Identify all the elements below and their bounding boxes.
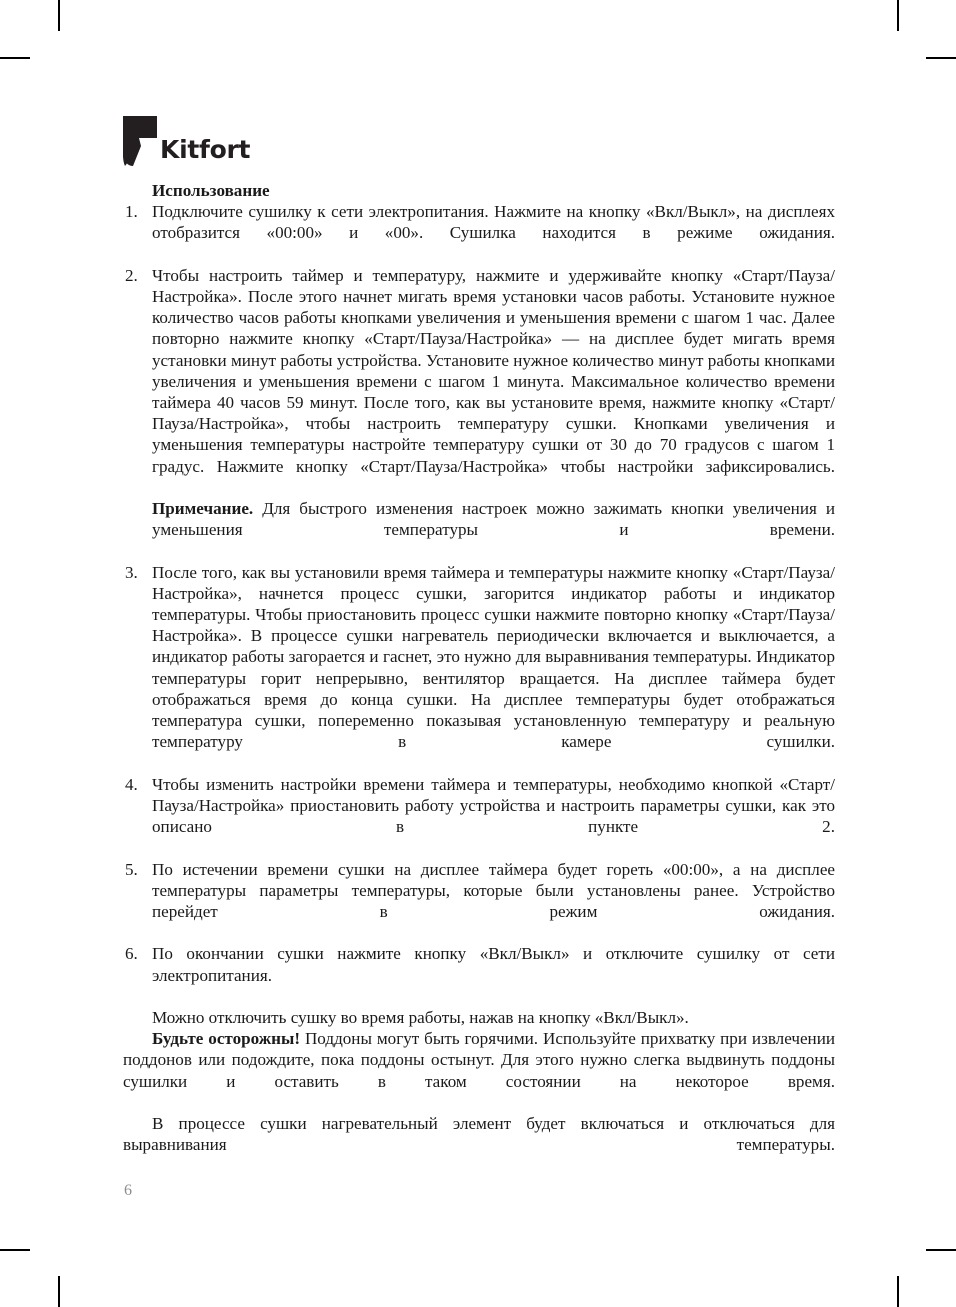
list-item [123, 201, 835, 265]
caution-body: Поддоны могут быть горячими. Используйте прихватку при извлечении поддонов или подождите, пока поддоны остынут. Для этого нужно слегка выдвинуть поддоны сушилки и оставить в таком состоянии на некоторое время. [123, 1029, 835, 1091]
steps-list [123, 201, 835, 1007]
caution-lead: Будьте осторожны! [152, 1029, 301, 1049]
list-item [123, 562, 835, 774]
brand-name: Kitfort [160, 135, 251, 164]
note-block [123, 498, 835, 562]
list-item [123, 943, 835, 1007]
list-item-text: Чтобы изменить настройки времени таймера и температуры, необходимо кнопкой «Старт/Пауза/Настройка» приостановить работу устройства и настроить параметры сушки, как это описано в пункте 2. [152, 774, 835, 837]
list-item-text: Подключите сушилку к сети электропитания. Нажмите на кнопку «Вкл/Выкл», на дисплеях отобразится «00:00» и «00». Сушилка находится в режиме ожидания. [152, 202, 835, 243]
note-body: Для быстрого изменения настроек можно зажимать кнопки увеличения и уменьшения температуры и времени. [152, 499, 835, 540]
caution-paragraph [123, 1028, 835, 1113]
crop-mark-bottom-left-horizontal [0, 1249, 30, 1251]
list-item-text: Чтобы настроить таймер и температуру, нажмите и удерживайте кнопку «Старт/Пауза/Настройка». После этого начнет мигать время установки часов работы. Установите нужное количество часов работы кнопками увеличения и уменьшения времени с шагом 1 час. Далее повторно нажмите кнопку «Старт/Пауза/Настройка» — на дисплее будет мигать время установки минут работы устройства. Установите нужное количество минут работы кнопками увеличения и уменьшения времени с шагом 1 минута. Максимальное количество времени таймера 40 часов 59 минут. После того, как вы установите время, нажмите кнопку «Старт/Пауза/Настройка», чтобы настроить температуру сушки. Кнопками увеличения и уменьшения температуры настройте температуру сушки от 30 до 70 градусов с шагом 1 градус. Нажмите кнопку «Старт/Пауза/Настройка» чтобы настройки зафиксировались. [152, 265, 835, 476]
list-item-number: 1. [125, 202, 138, 222]
list-item [123, 774, 835, 859]
list-item [123, 265, 835, 498]
page-number: 6 [124, 1182, 132, 1199]
list-item-number: 5. [125, 859, 138, 879]
list-item-text: По окончании сушки нажмите кнопку «Вкл/Выкл» и отключите сушилку от сети электропитания. [152, 944, 835, 985]
crop-mark-top-left-vertical [58, 0, 60, 31]
list-item-number: 6. [125, 944, 138, 964]
brand-logo [123, 110, 250, 166]
section-title: Использование [152, 181, 270, 200]
crop-mark-bottom-left-vertical [58, 1276, 60, 1307]
list-item-text: После того, как вы установили время таймера и температуры нажмите кнопку «Старт/Пауза/Настройка», начнется процесс сушки, загорится индикатор работы и индикатор температуры. Чтобы приостановить процесс сушки нажмите повторно кнопку «Старт/Пауза/Настройка». В процессе сушки нагреватель периодически включается и выключается, а индикатор работы загорается и гаснет, это нужно для выравнивания температуры. Индикатор температуры горит непрерывно, вентилятор вращается. На дисплее таймера будет отображаться время до конца сушки. На дисплее температуры будет отображаться температура сушки, попеременно показывая установленную температуру и реальную температуру в камере сушилки. [152, 562, 835, 752]
list-item-number: 3. [125, 562, 138, 582]
post-step-note: Можно отключить сушку во время работы, нажав на кнопку «Вкл/Выкл». [152, 1007, 689, 1027]
list-item-text: По истечении времени сушки на дисплее таймера будет гореть «00:00», а на дисплее температуры параметры температуры, которые были установлены ранее. Устройство перейдет в режим ожидания. [152, 859, 835, 921]
list-item-number: 2. [125, 265, 138, 285]
crop-mark-bottom-right-horizontal [926, 1249, 956, 1251]
crop-mark-top-right-vertical [897, 0, 899, 31]
crop-mark-top-left-horizontal [0, 57, 30, 59]
note-text [123, 498, 835, 562]
page-content [123, 180, 835, 1177]
list-item [123, 859, 835, 944]
note-lead: Примечание. [152, 499, 254, 519]
list-item-number: 4. [125, 774, 138, 794]
crop-mark-top-right-horizontal [926, 57, 956, 59]
kitfort-flag-icon [123, 116, 157, 166]
crop-mark-bottom-right-vertical [897, 1276, 899, 1307]
closing-paragraph: В процессе сушки нагревательный элемент будет включаться и отключаться для выравнивания температуры. [123, 1113, 835, 1155]
